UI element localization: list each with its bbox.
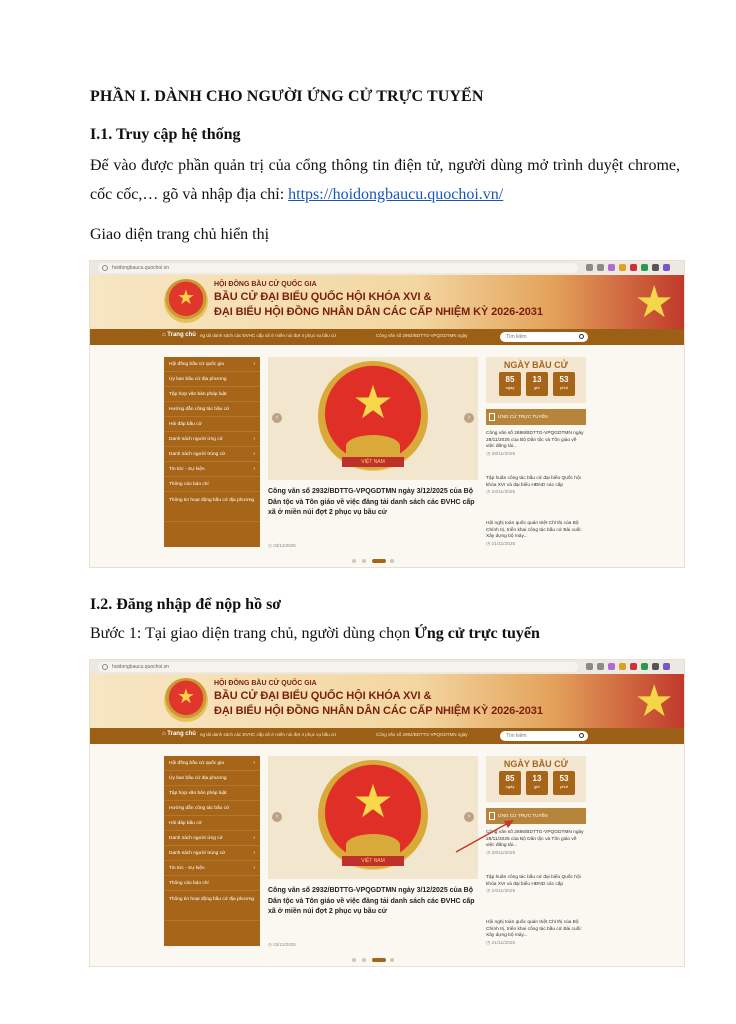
sidebar-item-label: Ủy ban bầu cử địa phương [169, 377, 227, 382]
extension-icon[interactable] [586, 663, 593, 670]
extension-icon[interactable] [619, 663, 626, 670]
caption: Giao diện trang chủ hiển thị [90, 226, 270, 243]
online-candidacy-label: ỨNG CỬ TRỰC TUYẾN [498, 414, 548, 419]
carousel-next-button[interactable]: › [464, 413, 474, 423]
extension-icon[interactable] [586, 264, 593, 271]
side-news-text: Tập huấn công tác bầu cử đại biểu Quốc hội khóa XVI và đại biểu HĐND các cấp [486, 875, 581, 887]
sidebar-item[interactable] [164, 831, 260, 846]
extension-icon[interactable] [619, 264, 626, 271]
step-1-text [90, 619, 680, 648]
date-text: 21/11/2025 [491, 541, 516, 547]
sidebar-item[interactable] [164, 786, 260, 801]
sidebar-item-label: Tập hợp văn bản pháp luật [169, 392, 227, 397]
side-news-date [486, 452, 586, 459]
step-text: Bước 1: Tại giao diện trang chủ, người dùng chọn [90, 625, 415, 642]
sidebar-item-label: Tin tức - Sự kiện [169, 467, 205, 472]
carousel-dot[interactable] [372, 958, 386, 962]
star-icon: ★ [177, 287, 195, 309]
star-icon: ★ [177, 686, 195, 708]
sidebar-item[interactable] [164, 861, 260, 876]
carousel-dots [352, 559, 402, 563]
search-icon[interactable] [579, 334, 584, 339]
emblem-ribbon: VIỆT NAM [342, 457, 404, 467]
large-national-emblem [298, 361, 448, 480]
extension-icon[interactable] [597, 264, 604, 271]
extension-icon[interactable] [663, 264, 670, 271]
site-info-icon[interactable] [102, 664, 108, 670]
side-news-date [486, 490, 586, 497]
side-news-date [486, 889, 586, 896]
countdown-unit: ngày [505, 385, 515, 390]
countdown-number: 85 [505, 375, 515, 384]
chevron-right-icon: › [253, 451, 255, 457]
carousel-prev-button[interactable]: ‹ [272, 413, 282, 423]
home-icon: ⌂ [162, 731, 168, 737]
carousel-dot[interactable] [362, 958, 366, 962]
featured-news-date [268, 543, 296, 549]
extension-icon[interactable] [652, 264, 659, 271]
nav-home-link[interactable] [162, 332, 196, 338]
countdown-number: 13 [532, 774, 542, 783]
sidebar-item[interactable] [164, 432, 260, 447]
clock-icon: ◷ [486, 490, 492, 496]
carousel-dot[interactable] [352, 958, 356, 962]
chevron-right-icon: › [253, 835, 255, 841]
countdown-box [499, 771, 521, 795]
side-news-text: Công văn số 2886/BDTTG-VPQGDTMN ngày 28/11/2025 của Bộ Dân tộc và Tôn giáo về việc đăng tải... [486, 830, 584, 849]
sidebar-item-label: Hướng dẫn công tác bầu cử [169, 806, 230, 811]
sidebar-item[interactable] [164, 876, 260, 891]
site-banner [90, 275, 684, 329]
side-news-item[interactable] [486, 920, 586, 947]
sidebar-item-label: Thông cáo báo chí [169, 482, 209, 487]
featured-news-title[interactable]: Công văn số 2932/BDTTG-VPQGDTMN ngày 3/12/2025 của Bộ Dân tộc và Tôn giáo về việc đăng tải danh sách các ĐVHC cấp xã ở miền núi đợt 2 phục vụ bầu cử [268, 887, 475, 915]
online-candidacy-button[interactable] [486, 409, 586, 425]
sidebar-item-label: Danh sách người ứng cử [169, 437, 223, 442]
search-input[interactable]: Tìm kiếm [500, 332, 588, 342]
homepage-screenshot-1 [90, 261, 684, 567]
carousel-dot[interactable] [362, 559, 366, 563]
chevron-right-icon: › [253, 865, 255, 871]
date-text: 28/11/2025 [491, 451, 516, 457]
sidebar-item-label: Thông tin hoạt động bầu cử địa phương [169, 897, 255, 902]
carousel-dots [352, 958, 402, 962]
countdown-title: NGÀY BẦU CỬ [503, 759, 569, 769]
sidebar-item-label: Hội đồng bầu cử quốc gia [169, 761, 224, 766]
sidebar-item-label: Thông tin hoạt động bầu cử địa phương [169, 498, 255, 503]
sidebar-item-label: Danh sách người ứng cử [169, 836, 223, 841]
countdown-unit: phút [560, 385, 568, 390]
clock-icon: ◷ [268, 543, 274, 548]
sidebar-item[interactable] [164, 447, 260, 462]
side-news-date [486, 941, 586, 948]
nav-home-label: Trang chủ [167, 731, 196, 737]
chevron-right-icon: › [253, 436, 255, 442]
carousel-dot[interactable] [390, 559, 394, 563]
clock-icon: ◷ [486, 940, 492, 946]
extension-icon[interactable] [641, 264, 648, 271]
extension-icon[interactable] [597, 663, 604, 670]
emblem-ribbon: VIỆT NAM [342, 856, 404, 866]
extension-icon[interactable] [652, 663, 659, 670]
countdown-unit: phút [560, 784, 568, 789]
extension-icon[interactable] [630, 264, 637, 271]
side-news-text: Hội nghị toàn quốc quán triệt Chỉ thị của Bộ Chính trị, triển khai công tác bầu cử Bài cuối: Xây dựng bộ máy... [486, 920, 582, 939]
extension-icon[interactable] [630, 663, 637, 670]
search-input[interactable]: Tìm kiếm [500, 731, 588, 741]
emblem-star-icon: ★ [352, 775, 394, 827]
side-news-item[interactable] [486, 521, 586, 548]
sidebar-item-label: Tin tức - Sự kiện [169, 866, 205, 871]
carousel-dot[interactable] [372, 559, 386, 563]
clock-icon: ◷ [486, 850, 492, 856]
hero-carousel[interactable] [268, 357, 478, 480]
sidebar-item-label: Danh sách người trúng cử [169, 851, 226, 856]
extension-icon[interactable] [641, 663, 648, 670]
emblem-cog [346, 834, 400, 856]
sidebar-item[interactable] [164, 816, 260, 831]
date-text: 03/12/2025 [273, 942, 296, 947]
site-banner [90, 674, 684, 728]
document-icon [489, 413, 495, 421]
side-news-item[interactable] [486, 431, 586, 458]
side-news-item[interactable] [486, 875, 586, 896]
nav-home-link[interactable] [162, 731, 196, 737]
sidebar-item-label: Ủy ban bầu cử địa phương [169, 776, 227, 781]
extension-icon[interactable] [608, 264, 615, 271]
countdown-title: NGÀY BẦU CỬ [503, 360, 569, 370]
news-ticker[interactable]: ng tải danh sách các ĐVHC cấp xã ở miền núi đợt 4 phục vụ bầu cử [200, 333, 337, 338]
site-info-icon[interactable] [102, 265, 108, 271]
sidebar-item[interactable] [164, 357, 260, 372]
countdown-number: 53 [559, 375, 569, 384]
countdown-box [553, 372, 575, 396]
search-icon[interactable] [579, 733, 584, 738]
featured-news-title[interactable]: Công văn số 2932/BDTTG-VPQGDTMN ngày 3/12/2025 của Bộ Dân tộc và Tôn giáo về việc đăng tải danh sách các ĐVHC cấp xã ở miền núi đợt 2 phục vụ bầu cử [268, 488, 475, 516]
arrow-line [456, 822, 510, 852]
sidebar-item-label: Tập hợp văn bản pháp luật [169, 791, 227, 796]
sidebar-item[interactable] [164, 492, 260, 522]
homepage-screenshot-2 [90, 660, 684, 966]
national-emblem-icon [164, 279, 208, 323]
carousel-dot[interactable] [352, 559, 356, 563]
side-news-text: Công văn số 2886/BDTTG-VPQGDTMN ngày 28/11/2025 của Bộ Dân tộc và Tôn giáo về việc đăng tải... [486, 431, 584, 450]
site-title-line-1: BẦU CỬ ĐẠI BIỂU QUỐC HỘI KHÓA XVI & [214, 291, 432, 303]
sidebar-menu [164, 357, 260, 547]
flag-star-icon: ★ [634, 278, 674, 327]
sidebar-item[interactable] [164, 846, 260, 861]
countdown-box [499, 372, 521, 396]
sidebar-item-label: Danh sách người trúng cử [169, 452, 226, 457]
online-candidacy-label: ỨNG CỬ TRỰC TUYẾN [498, 813, 548, 818]
countdown-number: 53 [559, 774, 569, 783]
part-heading: PHẦN I. DÀNH CHO NGƯỜI ỨNG CỬ TRỰC TUYẾN [90, 88, 484, 105]
hero-carousel[interactable] [268, 756, 478, 879]
sidebar-item[interactable] [164, 891, 260, 921]
sidebar-item[interactable] [164, 372, 260, 387]
carousel-prev-button[interactable]: ‹ [272, 812, 282, 822]
countdown-box [526, 771, 548, 795]
top-nav [90, 329, 684, 345]
top-nav [90, 728, 684, 744]
pointer-arrow [450, 808, 520, 858]
countdown-box [526, 372, 548, 396]
browser-bar [90, 261, 684, 275]
side-news-item[interactable] [486, 476, 586, 497]
sidebar-item[interactable] [164, 771, 260, 786]
site-link[interactable]: https://hoidongbaucu.quochoi.vn/ [288, 186, 504, 203]
address-bar[interactable]: hoidongbaucu.quochoi.vn [98, 662, 578, 672]
sidebar-item-label: Thông cáo báo chí [169, 881, 209, 886]
sidebar-item-label: Hỏi đáp bầu cử [169, 821, 202, 826]
date-text: 28/11/2025 [491, 850, 516, 856]
clock-icon: ◷ [486, 889, 492, 895]
date-text: 03/12/2025 [273, 543, 296, 548]
emblem-star-icon: ★ [352, 376, 394, 428]
date-text: 21/11/2025 [491, 940, 516, 946]
paragraph-text: Để vào được phần quản trị của cổng thông tin điện tử, người dùng mở trình duyệt chrome, cốc cốc,… gõ và nhập địa chỉ: [90, 157, 680, 203]
large-national-emblem [298, 760, 448, 879]
sidebar-item[interactable] [164, 462, 260, 477]
sidebar-item[interactable] [164, 387, 260, 402]
news-ticker-2[interactable]: Công văn số 2992/BDTTG-VPQGDTMN ngày [376, 333, 468, 338]
sidebar-item[interactable] [164, 756, 260, 771]
extension-icon[interactable] [663, 663, 670, 670]
sidebar-item[interactable] [164, 417, 260, 432]
national-emblem-icon [164, 678, 208, 722]
sidebar-menu [164, 756, 260, 946]
site-title-line-1: BẦU CỬ ĐẠI BIỂU QUỐC HỘI KHÓA XVI & [214, 690, 432, 702]
chevron-right-icon: › [253, 760, 255, 766]
chevron-right-icon: › [253, 466, 255, 472]
org-name: HỘI ĐỒNG BẦU CỬ QUỐC GIA [214, 680, 317, 687]
carousel-dot[interactable] [390, 958, 394, 962]
election-countdown [486, 357, 586, 403]
clock-icon: ◷ [486, 541, 492, 547]
extension-icon[interactable] [608, 663, 615, 670]
date-text: 24/11/2025 [491, 889, 516, 895]
sidebar-item[interactable] [164, 402, 260, 417]
section-1-title: I.1. Truy cập hệ thống [90, 126, 241, 143]
emblem-cog [346, 435, 400, 457]
flag-star-icon: ★ [634, 677, 674, 726]
sidebar-item[interactable] [164, 477, 260, 492]
countdown-unit: giờ [534, 784, 540, 789]
chevron-right-icon: › [253, 850, 255, 856]
countdown-unit: ngày [505, 784, 515, 789]
section-1-paragraph [90, 151, 680, 209]
sidebar-item-label: Hội đồng bầu cử quốc gia [169, 362, 224, 367]
nav-home-label: Trang chủ [167, 332, 196, 338]
date-text: 24/11/2025 [491, 490, 516, 496]
home-icon: ⌂ [162, 332, 168, 338]
site-title-line-2: ĐẠI BIỂU HỘI ĐỒNG NHÂN DÂN CÁC CẤP NHIỆM KỲ 2026-2031 [214, 705, 543, 717]
address-bar[interactable]: hoidongbaucu.quochoi.vn [98, 263, 578, 273]
sidebar-item-label: Hỏi đáp bầu cử [169, 422, 202, 427]
org-name: HỘI ĐỒNG BẦU CỬ QUỐC GIA [214, 281, 317, 288]
countdown-unit: giờ [534, 385, 540, 390]
side-news-text: Tập huấn công tác bầu cử đại biểu Quốc hội khóa XVI và đại biểu HĐND các cấp [486, 476, 581, 488]
sidebar-item[interactable] [164, 801, 260, 816]
step-highlight: Ứng cử trực tuyến [414, 625, 540, 642]
carousel-next-button[interactable]: › [464, 812, 474, 822]
site-title-line-2: ĐẠI BIỂU HỘI ĐỒNG NHÂN DÂN CÁC CẤP NHIỆM KỲ 2026-2031 [214, 306, 543, 318]
countdown-box [553, 771, 575, 795]
election-countdown [486, 756, 586, 802]
news-ticker-2[interactable]: Công văn số 2992/BDTTG-VPQGDTMN ngày [376, 732, 468, 737]
chevron-right-icon: › [253, 361, 255, 367]
clock-icon: ◷ [268, 942, 274, 947]
side-news-text: Hội nghị toàn quốc quán triệt Chỉ thị của Bộ Chính trị, triển khai công tác bầu cử Bài cuối: Xây dựng bộ máy... [486, 521, 582, 540]
side-news-date [486, 542, 586, 549]
countdown-number: 13 [532, 375, 542, 384]
sidebar-item-label: Hướng dẫn công tác bầu cử [169, 407, 230, 412]
news-ticker[interactable]: ng tải danh sách các ĐVHC cấp xã ở miền núi đợt 4 phục vụ bầu cử [200, 732, 337, 737]
browser-bar [90, 660, 684, 674]
section-2-title: I.2. Đăng nhập để nộp hồ sơ [90, 596, 282, 613]
featured-news-date [268, 942, 296, 948]
countdown-number: 85 [505, 774, 515, 783]
clock-icon: ◷ [486, 451, 492, 457]
